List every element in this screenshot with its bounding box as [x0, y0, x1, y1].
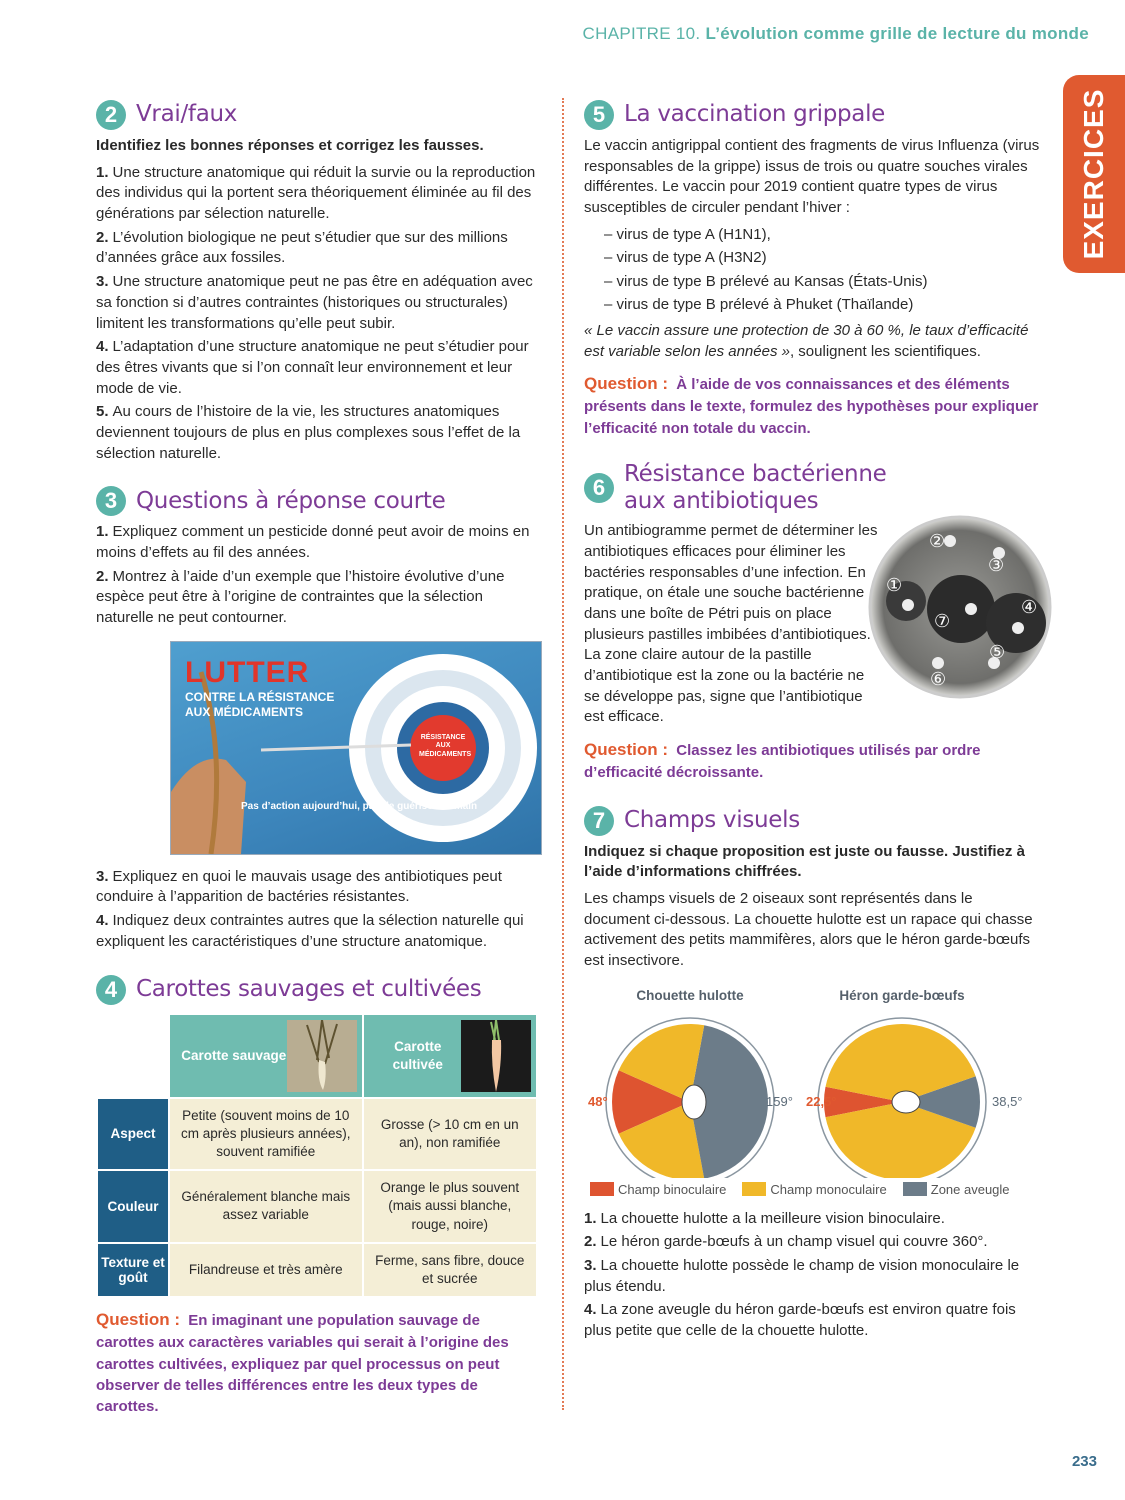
section-number-badge: 2 [96, 100, 126, 130]
question-block [584, 372, 1042, 439]
disk-label: ⑤ [989, 642, 1006, 664]
question-text: À l’aide de vos connaissances et des éléments présents dans le texte, formulez des hypothèses pour expliquer l’efficacité non totale du vaccin. [584, 376, 1039, 437]
exercices-tab-label: EXERCICES [1078, 88, 1109, 260]
vaccine-intro: Le vaccin antigrippal contient des fragments de virus Influenza (virus responsables de la grippe) issus de trois ou quatre souches virales différentes. Le vaccin pour 2019 contient quatre types de virus susceptibles de circuler pendant l’hiver : [584, 137, 1040, 217]
column-header-cultivated: Carotte cultivée [363, 1014, 537, 1098]
antibiogram-block [584, 521, 1042, 728]
section-7-header [584, 806, 1042, 836]
section-number-badge: 7 [584, 806, 614, 836]
section-number-badge: 6 [584, 473, 614, 503]
virus-list [584, 223, 1042, 317]
question-block [584, 738, 1042, 783]
section-title: Champs visuels [624, 807, 800, 834]
disk-label: ⑦ [934, 611, 951, 633]
table-row: Couleur Généralement blanche mais assez variable Orange le plus souvent (mais aussi blanche, rouge, noire) [97, 1170, 537, 1243]
list-item: 2. Le héron garde-bœufs à un champ visuel qui couvre 360°. [584, 1233, 988, 1251]
disk-label: ② [929, 531, 946, 553]
hand-icon [171, 758, 246, 853]
visual-field-charts [584, 978, 1042, 1178]
list-item: 1. La chouette hulotte a la meilleure vision binoculaire. [584, 1209, 945, 1227]
owl-blind-label: 159° [766, 1093, 793, 1109]
list-item: 2. L’évolution biologique ne peut s’étudier que sur des millions d’années grâce aux fossiles. [96, 228, 508, 267]
poster-target-label: RÉSISTANCE AUX MÉDICAMENTS [419, 733, 472, 758]
list-item: – virus de type A (H1N1), [604, 225, 771, 243]
list-item: – virus de type B prélevé au Kansas (États-Unis) [604, 272, 928, 290]
poster-title: LUTTER [185, 655, 310, 689]
heron-chart-title: Héron garde-bœufs [839, 987, 965, 1003]
disk-label: ④ [1021, 597, 1038, 619]
list-item: 5. Au cours de l’histoire de la vie, les structures anatomiques deviennent toujours de plus en plus complexes sous l’effet de la sélection naturelle. [96, 403, 521, 462]
chart-legend [590, 1182, 1042, 1197]
section-4-header [96, 975, 542, 1005]
table-row: Aspect Petite (souvent moins de 10 cm après plusieurs années), souvent ramifiée Grosse (> 10 cm en un an), non ramifiée [97, 1098, 537, 1171]
column-header-wild: Carotte sauvage [169, 1014, 363, 1098]
section-title: La vaccination grippale [624, 101, 886, 128]
exercices-tab[interactable] [1063, 75, 1125, 273]
question-label: Question : [96, 1310, 181, 1330]
disk-label: ③ [988, 555, 1005, 577]
cultivated-carrot-photo [461, 1020, 531, 1092]
list-item: 1. Une structure anatomique qui réduit la survie ou la reproduction des individus qui la portent sera théoriquement éliminée au fil des générations par sélection naturelle. [96, 163, 536, 223]
carrot-comparison-table [96, 1013, 538, 1299]
question-label: Question : [584, 374, 669, 394]
list-item: 3. Une structure anatomique peut ne pas être en adéquation avec sa fonction si d’autres contraintes (historiques ou structurales) limitent les transformations qu’elle peut subir. [96, 273, 533, 332]
running-head [583, 24, 1089, 44]
section-6-header [584, 461, 1042, 515]
list-item: 4. La zone aveugle du héron garde-bœufs est environ quatre fois plus petite que celle de la chouette hulotte. [584, 1301, 1016, 1340]
wild-carrot-photo [287, 1020, 357, 1092]
antibiogram-text: Un antibiogramme permet de déterminer les antibiotiques efficaces pour éliminer les bactéries responsables d’une infection. En pratique, on étale une souche bactérienne dans une boîte de Pétri puis on place plusieurs pastilles imbibées d’antibiotiques. La zone claire autour de la pastille d’antibiotique est la zone ou la bactérie ne se développe pas, signe que l’antibiotique est efficace. [584, 522, 878, 726]
legend-item: Champ binoculaire [590, 1182, 726, 1197]
disk-label: ① [886, 575, 903, 597]
column-divider [562, 98, 564, 1410]
page-number: 233 [1071, 1453, 1097, 1470]
section-title: Carottes sauvages et cultivées [136, 975, 482, 1002]
visual-field-intro: Les champs visuels de 2 oiseaux sont représentés dans le document ci-dessous. La chouette hulotte est un rapace qui chasse activement des petits mammifères, alors que le héron garde-bœufs est insectivore. [584, 889, 1033, 970]
question-text: Classez les antibiotiques utilisés par ordre d’efficacité décroissante. [584, 742, 981, 782]
question-text: En imaginant une population sauvage de carottes aux caractères variables qui serait à l’origine des carottes cultivées, expliquez par quel processus on peut observer de telles différences entre les deux types de carottes. [96, 1312, 509, 1416]
section-title: Vrai/faux [136, 101, 238, 128]
list-item: – virus de type B prélevé à Phuket (Thaïlande) [604, 296, 914, 314]
petri-dish-photo [866, 513, 1054, 701]
legend-item: Champ monoculaire [742, 1182, 886, 1197]
section-2-header [96, 100, 542, 130]
list-item: 3. La chouette hulotte possède le champ de vision monoculaire le plus étendu. [584, 1257, 1020, 1295]
right-column [584, 100, 1042, 1345]
question-label: Question : [584, 740, 669, 760]
table-header-row [97, 1014, 537, 1098]
heron-blind-label: 38,5° [992, 1093, 1023, 1109]
section-3-header [96, 486, 542, 516]
chapter-label: CHAPITRE 10. [582, 24, 701, 43]
owl-chart-title: Chouette hulotte [636, 987, 744, 1003]
heron-head-icon [892, 1091, 920, 1113]
section-number-badge: 5 [584, 100, 614, 130]
vaccine-quote: « Le vaccin assure une protection de 30 à 60 %, le taux d’efficacité est variable selon les années », soulignent les scientifiques. [584, 321, 1029, 360]
question-block [96, 1308, 542, 1417]
chapter-title: L’évolution comme grille de lecture du monde [705, 24, 1089, 43]
section-5-header [584, 100, 1042, 130]
heron-binocular-label: 22,5° [806, 1093, 837, 1109]
true-false-list [96, 163, 542, 465]
who-poster-image [170, 641, 542, 855]
section-title: Résistance bactérienne aux antibiotiques [624, 461, 887, 515]
owl-binocular-label: 48° [588, 1093, 608, 1109]
instruction: Identifiez les bonnes réponses et corrigez les fausses. [96, 137, 484, 154]
poster-subtitle: CONTRE LA RÉSISTANCE AUX MÉDICAMENTS [185, 689, 335, 720]
list-item: – virus de type A (H3N2) [604, 249, 767, 267]
empty-corner [97, 1014, 169, 1098]
section-title: Questions à réponse courte [136, 487, 446, 514]
section-number-badge: 3 [96, 486, 126, 516]
disk-label: ⑥ [930, 669, 947, 691]
legend-item: Zone aveugle [903, 1182, 1010, 1197]
poster-footer: Pas d’action aujourd’hui, pas de guérison demain [241, 800, 478, 812]
list-item: 4. L’adaptation d’une structure anatomique ne peut s’étudier pour des êtres vivants que si l’on connaît leur environnement et leur mode de vie. [96, 338, 529, 397]
left-column [96, 100, 542, 1418]
owl-head-icon [682, 1085, 706, 1119]
list-item: 2. Montrez à l’aide d’un exemple que l’histoire évolutive d’une espèce peut être à l’origine de contraintes que la sélection naturelle ne peut contourner. [96, 567, 505, 627]
inhibition-zone-7 [927, 575, 995, 643]
instruction: Indiquez si chaque proposition est juste ou fausse. Justifiez à l’aide d’informations chiffrées. [584, 842, 1025, 881]
section-number-badge: 4 [96, 975, 126, 1005]
list-item: 3. Expliquez en quoi le mauvais usage des antibiotiques peut conduire à l’apparition de bactéries résistantes. [96, 867, 502, 906]
list-item: 1. Expliquez comment un pesticide donné peut avoir de moins en moins d’effets au fil des années. [96, 523, 530, 561]
list-item: 4. Indiquez deux contraintes autres que la sélection naturelle qui expliquent les caractéristiques d’une structure anatomique. [96, 912, 524, 950]
table-row: Texture et goût Filandreuse et très amère Ferme, sans fibre, douce et sucrée [97, 1243, 537, 1297]
